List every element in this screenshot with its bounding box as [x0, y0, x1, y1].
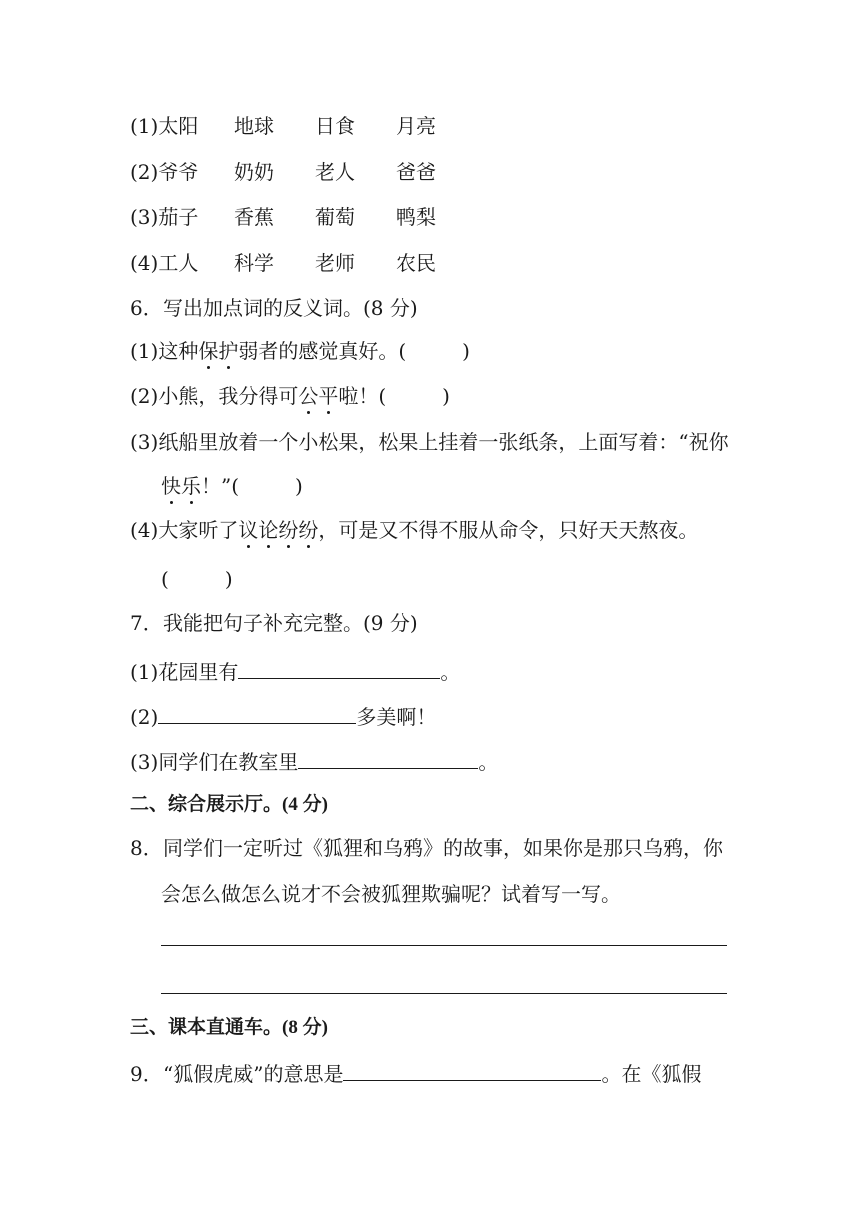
q6-item-3-text: 纸船里放着一个小松果，松果上挂着一张纸条，上面写着：“祝你	[158, 430, 729, 454]
q8-line-2	[161, 880, 621, 908]
dotted-char: 纷	[278, 518, 299, 542]
q6-item-2-text-before: 小熊，我分得可	[158, 384, 299, 408]
q7-item-2	[130, 701, 436, 731]
q7-item-3-blank[interactable]	[298, 746, 478, 769]
q6-item-1-dotted-word	[198, 339, 238, 363]
q7-item-2-label: (2)	[130, 705, 159, 729]
q5-row-1-word-4: 月亮	[396, 114, 436, 138]
dotted-char: 护	[218, 339, 239, 363]
q5-row-2-word-3: 老人	[315, 160, 355, 184]
q6-item-2-label: (2)	[130, 384, 159, 408]
q7-item-3-text-before: 同学们在教室里	[158, 750, 299, 774]
q7-item-1-label: (1)	[130, 660, 159, 684]
q5-row-1	[130, 112, 477, 140]
dotted-char: 论	[258, 518, 279, 542]
q6-item-4-text-after: ，可是又不得不服从命令，只好天天熬夜。	[318, 518, 699, 542]
q6-item-4-line-1	[130, 516, 698, 544]
q6-item-4-open-paren: (	[161, 567, 169, 591]
q5-row-2-word-4: 爸爸	[396, 160, 436, 184]
q6-item-1-label: (1)	[130, 339, 159, 363]
dotted-char: 平	[318, 384, 339, 408]
q6-heading	[130, 294, 418, 322]
q9-line-1	[130, 1058, 701, 1088]
q6-item-3-dotted-word	[161, 474, 201, 498]
q5-row-4-word-3: 老师	[315, 251, 355, 275]
q6-number: 6．	[130, 296, 163, 320]
q8-answer-line-2[interactable]	[161, 993, 727, 994]
section-2-title: 二、综合展示厅。	[130, 793, 283, 815]
dotted-char: 保	[198, 339, 219, 363]
q8-text-line-2: 会怎么做怎么说才不会被狐狸欺骗呢？试着写一写。	[161, 882, 621, 906]
q6-item-1-text-before: 这种	[158, 339, 199, 363]
q5-row-2-word-1: (2)爷爷	[130, 160, 199, 184]
q6-item-4-line-2	[161, 565, 233, 593]
q5-row-4-word-4: 农民	[396, 251, 436, 275]
q6-item-1-close-paren: )	[462, 339, 470, 363]
section-3-points: (8 分)	[282, 1017, 328, 1038]
section-2-heading	[130, 790, 328, 819]
q5-row-1-word-3: 日食	[315, 114, 355, 138]
q5-row-3	[130, 203, 477, 231]
section-3-title: 三、课本直通车。	[130, 1016, 283, 1038]
q9-number: 9．	[130, 1062, 163, 1086]
q7-heading	[130, 609, 418, 637]
q6-item-3-close-paren: )	[295, 474, 303, 498]
q5-row-3-word-3: 葡萄	[315, 205, 355, 229]
q7-item-1-blank[interactable]	[238, 656, 440, 679]
q7-number: 7．	[130, 611, 163, 635]
q6-item-4-dotted-word	[238, 518, 318, 542]
q6-item-4-text-before: 大家听了	[158, 518, 239, 542]
q6-item-2-text-after: 啦！(	[338, 384, 387, 408]
q5-row-2	[130, 158, 477, 186]
q8-line-1	[130, 834, 723, 862]
dotted-char: 议	[238, 518, 259, 542]
q5-row-4-word-1: (4)工人	[130, 251, 199, 275]
q7-item-3-label: (3)	[130, 750, 159, 774]
q8-text-line-1: 同学们一定听过《狐狸和乌鸦》的故事，如果你是那只乌鸦，你	[163, 836, 723, 860]
dotted-char: 纷	[298, 518, 319, 542]
q5-row-2-word-2: 奶奶	[234, 160, 274, 184]
q6-item-4-close-paren: )	[224, 567, 233, 591]
q7-title: 我能把句子补充完整。(9 分)	[163, 611, 418, 635]
q8-number: 8．	[130, 836, 163, 860]
dotted-char: 快	[161, 474, 181, 498]
q5-row-4	[130, 249, 477, 277]
q6-item-2	[130, 382, 450, 410]
q5-row-1-word-1: (1)太阳	[130, 114, 199, 138]
q7-item-3-text-after: 。	[478, 750, 499, 774]
q6-item-4-label: (4)	[130, 518, 159, 542]
q6-item-1	[130, 337, 470, 365]
q7-item-2-text-after: 多美啊！	[356, 705, 437, 729]
q6-item-3-label: (3)	[130, 430, 159, 454]
q6-item-1-text-after: 弱者的感觉真好。(	[238, 339, 407, 363]
q9-blank[interactable]	[343, 1058, 601, 1081]
q6-item-3-line-1	[130, 428, 729, 456]
q6-item-2-close-paren: )	[442, 384, 450, 408]
section-2-points: (4 分)	[282, 794, 328, 815]
q7-item-1-text-after: 。	[440, 660, 461, 684]
q5-row-3-word-4: 鸭梨	[396, 205, 436, 229]
dotted-char: 乐	[181, 474, 201, 498]
section-3-heading	[130, 1013, 328, 1042]
q9-text-before: “狐假虎威”的意思是	[163, 1062, 344, 1086]
q7-item-1-text-before: 花园里有	[158, 660, 239, 684]
q5-row-4-word-2: 科学	[234, 251, 274, 275]
q8-answer-line-1[interactable]	[161, 945, 727, 946]
q6-item-3-line-2	[161, 472, 303, 500]
q7-item-1	[130, 656, 460, 686]
q5-row-1-word-2: 地球	[234, 114, 274, 138]
dotted-char: 公	[298, 384, 319, 408]
q9-text-after: 。在《狐假	[601, 1062, 702, 1086]
q6-title: 写出加点词的反义词。(8 分)	[163, 296, 418, 320]
q7-item-3	[130, 746, 498, 776]
q5-row-3-word-1: (3)茄子	[130, 205, 199, 229]
q6-item-2-dotted-word	[298, 384, 338, 408]
q5-row-3-word-2: 香蕉	[234, 205, 274, 229]
q6-item-3-text-after: ！”(	[201, 474, 240, 498]
q7-item-2-blank[interactable]	[158, 701, 356, 724]
